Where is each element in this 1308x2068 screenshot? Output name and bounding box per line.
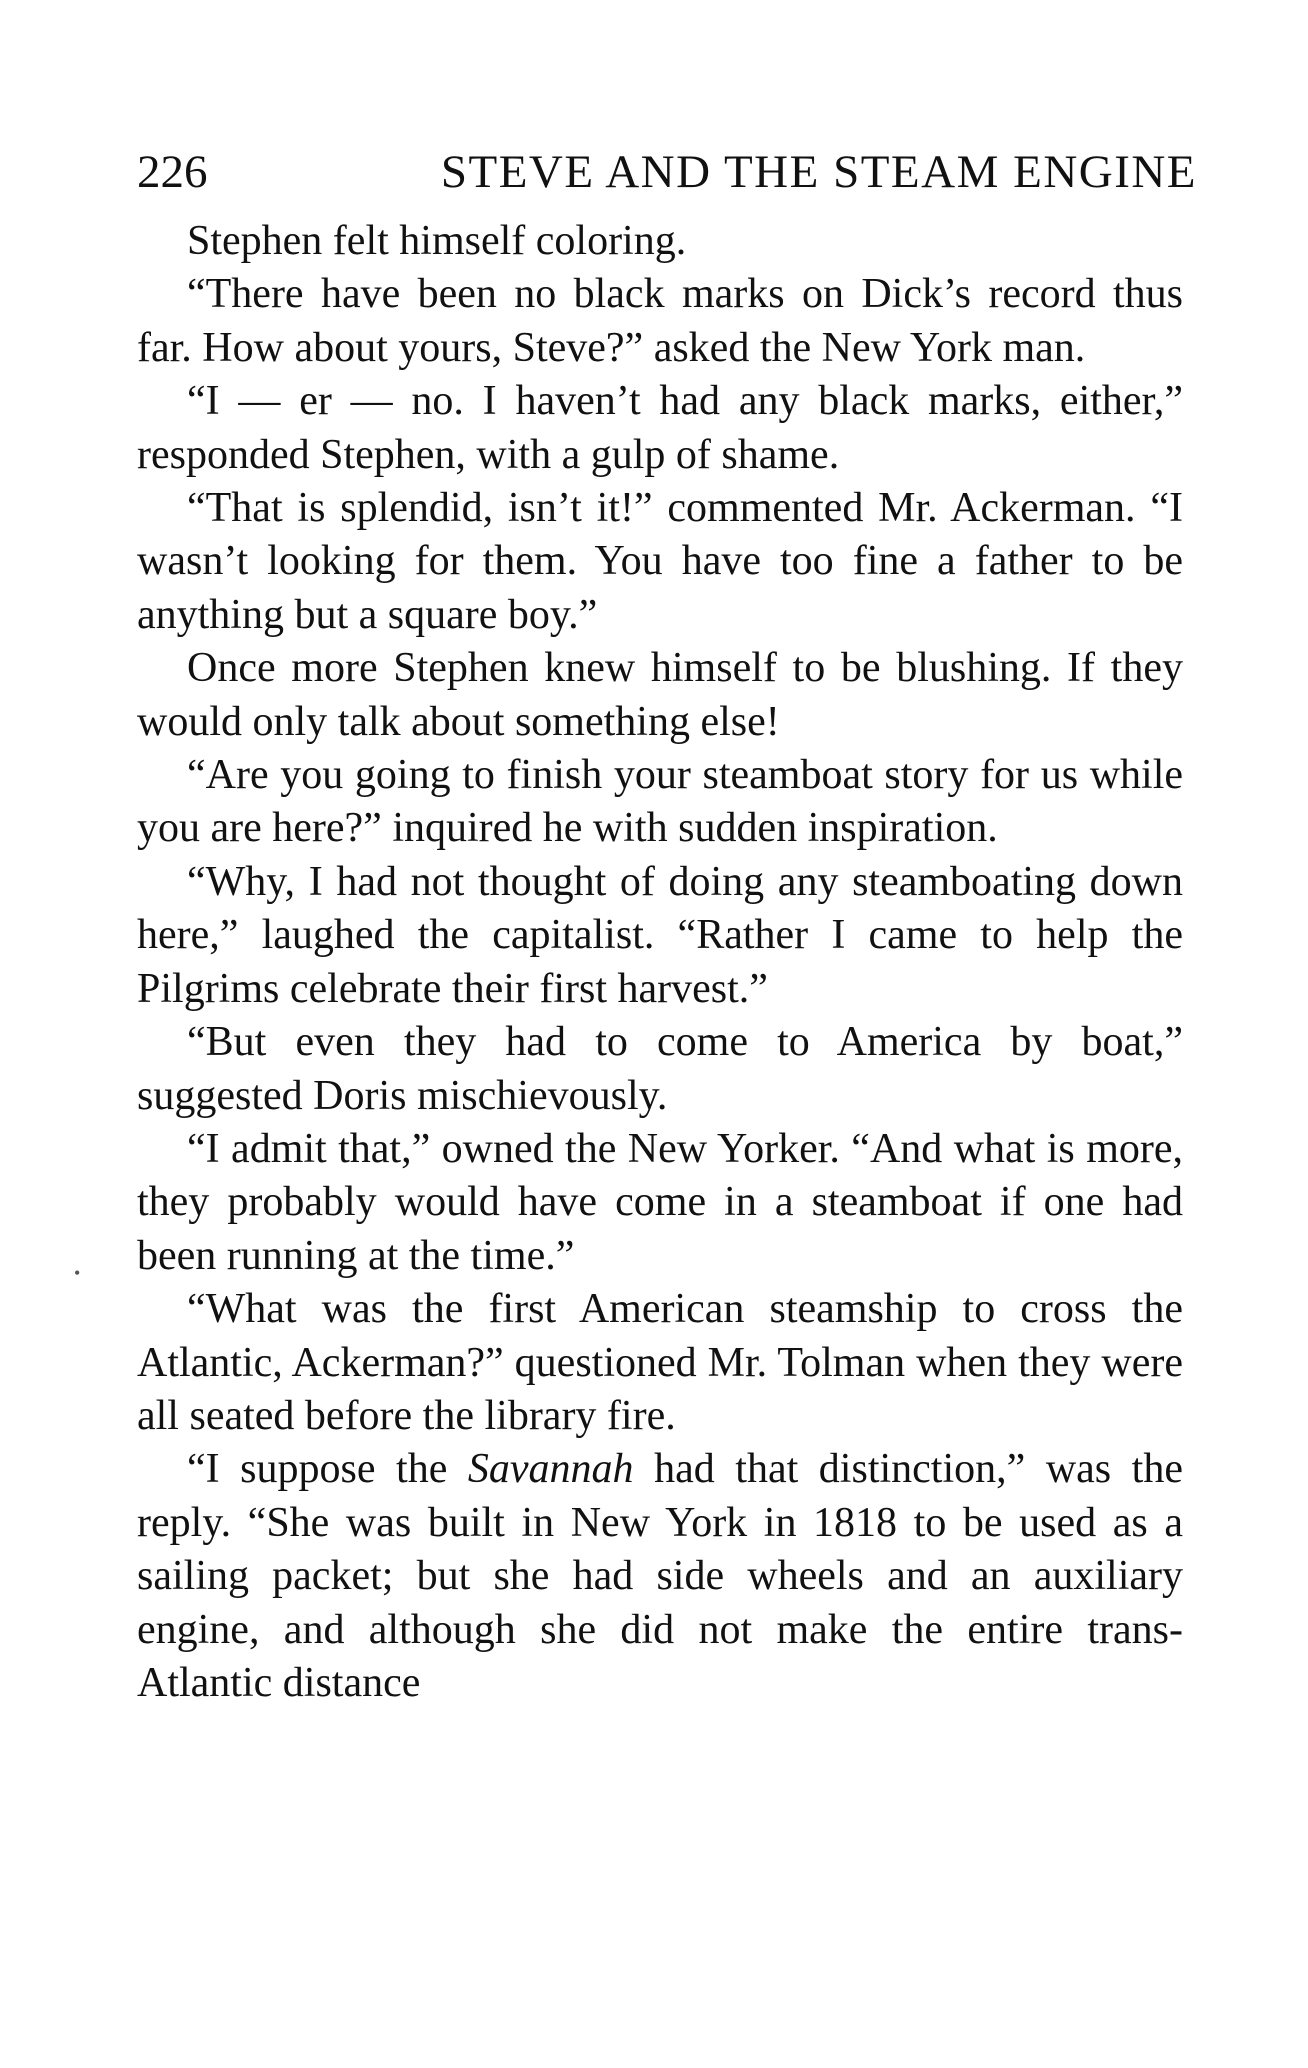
paragraph: “I admit that,” owned the New Yorker. “And what is more, they probably would have come in a steamboat if one had been running at the time.” bbox=[137, 1125, 1183, 1279]
paragraph-last bbox=[137, 1443, 1183, 1710]
paragraph: Stephen felt himself coloring. bbox=[187, 218, 687, 264]
paragraph: “There have been no black marks on Dick’s record thus far. How about yours, Steve?” asked the New York man. bbox=[137, 271, 1183, 371]
paragraph: “But even they had to come to America by boat,” suggested Doris mischievously. bbox=[137, 1019, 1183, 1119]
paragraph: “What was the first American steamship to cross the Atlantic, Ackerman?” questioned Mr. Tolman when they were all seated before the library fire. bbox=[137, 1286, 1183, 1439]
paragraph: “Are you going to finish your steamboat story for us while you are here?” inquired he with sudden inspiration. bbox=[137, 752, 1183, 852]
body-text bbox=[137, 215, 1183, 1710]
page-header bbox=[137, 142, 1197, 202]
paragraph: “I — er — no. I haven’t had any black marks, either,” responded Stephen, with a gulp of shame. bbox=[137, 378, 1183, 478]
margin-dot: • bbox=[74, 1263, 81, 1283]
paragraph: Once more Stephen knew himself to be blushing. If they would only talk about something else! bbox=[137, 645, 1183, 745]
paragraph-text: “I suppose the bbox=[187, 1446, 468, 1493]
ship-name: Savannah bbox=[467, 1446, 634, 1493]
paragraph: “Why, I had not thought of doing any steamboating down here,” laughed the capitalist. “Rather I came to help the Pilgrims celebrate their first harvest.” bbox=[137, 858, 1183, 1012]
paragraph-text: had that distinction,” was the reply. “She was built in New York in 1818 to be used as a sailing packet; but she had side wheels and an auxiliary engine, and although she did not make the entire trans-Atlantic distance bbox=[137, 1446, 1183, 1706]
page-number: 226 bbox=[137, 146, 208, 198]
running-title: STEVE AND THE STEAM ENGINE bbox=[440, 146, 1197, 198]
paragraph: “That is splendid, isn’t it!” commented Mr. Ackerman. “I wasn’t looking for them. You have too fine a father to be anything but a square boy.” bbox=[137, 485, 1183, 638]
